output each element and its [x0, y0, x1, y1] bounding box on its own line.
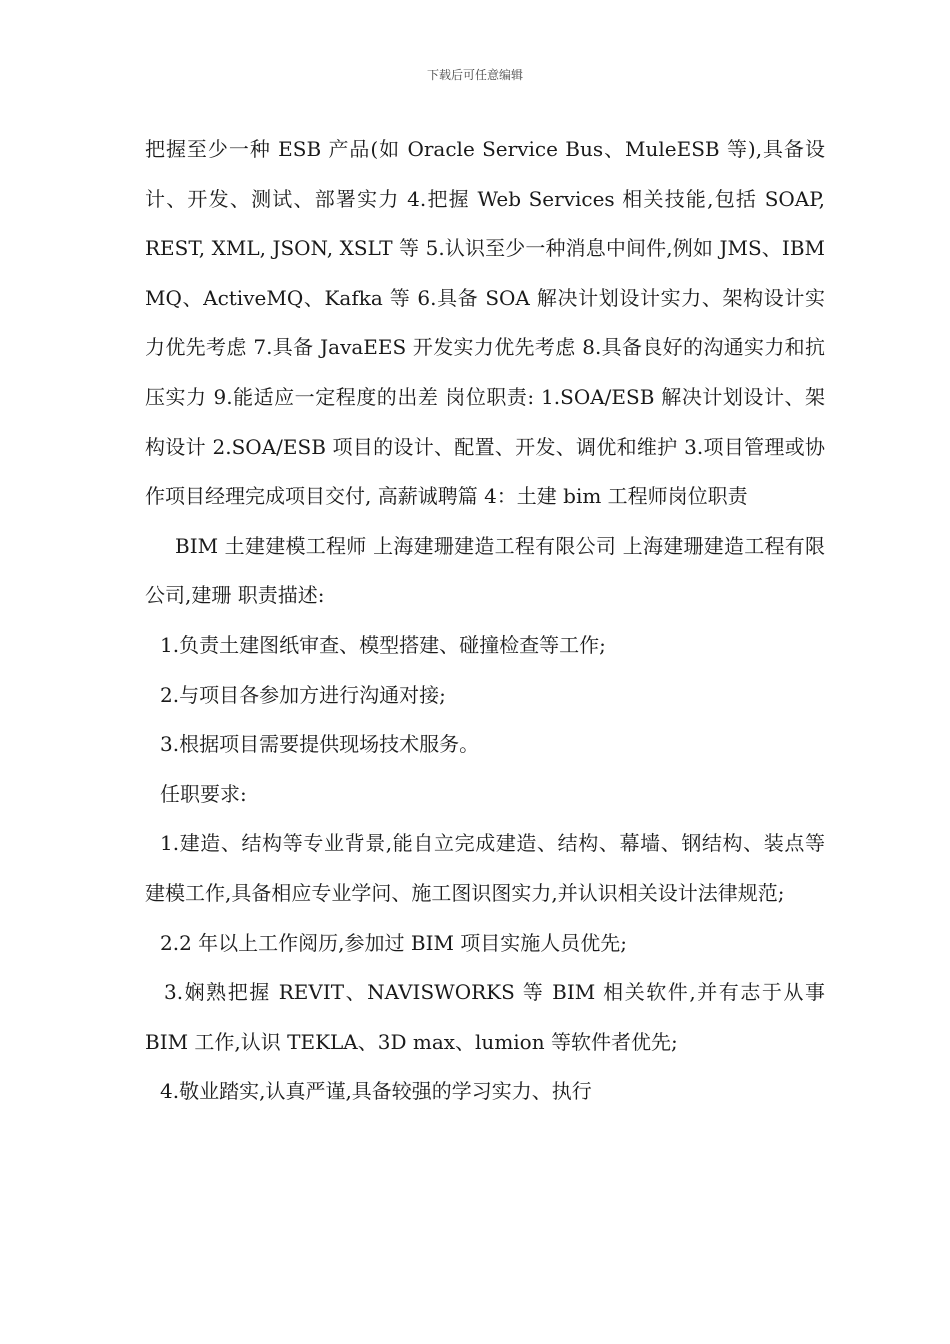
paragraph: BIM 土建建模工程师 上海建珊建造工程有限公司 上海建珊建造工程有限公司,建珊 职责描述:	[145, 533, 825, 608]
paragraph: 1.建造、结构等专业背景,能自立完成建造、结构、幕墙、钢结构、装点等建模工作,具备相应专业学问、施工图识图实力,并认识相关设计法律规范;	[145, 831, 825, 905]
paragraph: 3.根据项目需要提供现场技术服务。	[160, 732, 480, 757]
paragraph: 任职要求:	[160, 781, 247, 806]
page-header: 下载后可任意编辑	[426, 68, 523, 82]
paragraph: 2.与项目各参加方进行沟通对接;	[160, 682, 446, 707]
paragraph: 3.娴熟把握 REVIT、NAVISWORKS 等 BIM 相关软件,并有志于从事 BIM 工作,认识 TEKLA、3D max、lumion 等软件者优先;	[145, 980, 825, 1054]
paragraph: 1.负责土建图纸审查、模型搭建、碰撞检查等工作;	[160, 632, 606, 657]
paragraph: 4.敬业踏实,认真严谨,具备较强的学习实力、执行	[160, 1079, 592, 1104]
paragraph: 2.2 年以上工作阅历,参加过 BIM 项目实施人员优先;	[160, 930, 628, 955]
document-body	[145, 125, 825, 1117]
paragraph: 把握至少一种 ESB 产品(如 Oracle Service Bus、MuleESB 等),具备设计、开发、测试、部署实力 4.把握 Web Services 相关技能,包括 SOAP, REST, XML, JSON, XSLT 等 5.认识至少一种消息中间件,例如 JMS、IBM MQ、ActiveMQ、Kafka 等 6.具备 SOA 解决计划设计实力、架构设计实力优先考虑 7.具备 JavaEES 开发实力优先考虑 8.具备良好的沟通实力和抗压实力 9.能适应一定程度的出差 岗位职责: 1.SOA/ESB 解决计划设计、架构设计 2.SOA/ESB 项目的设计、配置、开发、调优和维护 3.项目管理或协作项目经理完成项目交付, 高薪诚聘篇 4：土建 bim 工程师岗位职责	[145, 137, 825, 509]
